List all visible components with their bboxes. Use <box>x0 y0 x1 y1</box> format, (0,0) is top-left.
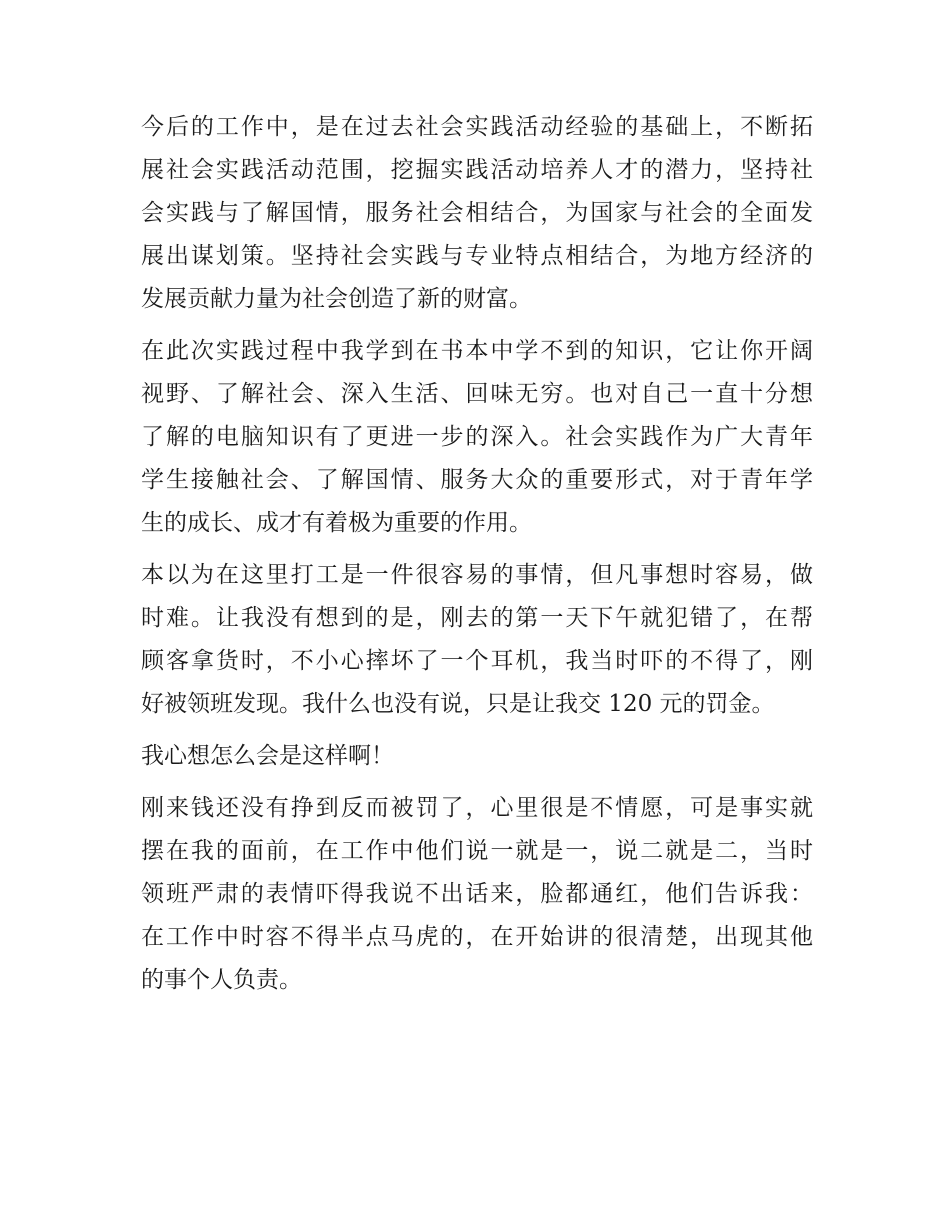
text-line: 今后的工作中，是在过去社会实践活动经验的基础上，不断拓 <box>141 114 813 140</box>
text-line: 学生接触社会、了解国情、服务大众的重要形式，对于青年学 <box>141 467 813 493</box>
text-line: 在工作中时容不得半点马虎的，在开始讲的很清楚，出现其他 <box>141 924 813 950</box>
text-line: 在此次实践过程中我学到在书本中学不到的知识，它让你开阔 <box>141 338 813 364</box>
text-line: 顾客拿货时，不小心摔坏了一个耳机，我当时吓的不得了，刚 <box>141 648 813 674</box>
text-line: 视野、了解社会、深入生活、回味无穷。也对自己一直十分想 <box>141 381 813 407</box>
paragraph-1 <box>141 106 813 321</box>
text-line: 展社会实践活动范围，挖掘实践活动培养人才的潜力，坚持社 <box>141 157 813 183</box>
paragraph-5 <box>141 787 813 1002</box>
text-line: 时难。让我没有想到的是，刚去的第一天下午就犯错了，在帮 <box>141 605 813 631</box>
text-line: 发展贡献力量为社会创造了新的财富。 <box>141 286 532 312</box>
text-line: 了解的电脑知识有了更进一步的深入。社会实践作为广大青年 <box>141 424 813 450</box>
text-line: 会实践与了解国情，服务社会相结合，为国家与社会的全面发 <box>141 200 813 226</box>
text-line: 领班严肃的表情吓得我说不出话来，脸都通红，他们告诉我： <box>141 881 813 907</box>
text-line: 刚来钱还没有挣到反而被罚了，心里很是不情愿，可是事实就 <box>141 795 813 821</box>
paragraph-4 <box>141 735 813 778</box>
document-body <box>141 106 813 1002</box>
text-line: 生的成长、成才有着极为重要的作用。 <box>141 510 532 536</box>
text-line: 摆在我的面前，在工作中他们说一就是一，说二就是二，当时 <box>141 838 813 864</box>
text-line: 展出谋划策。坚持社会实践与专业特点相结合，为地方经济的 <box>141 243 813 269</box>
paragraph-2 <box>141 330 813 545</box>
text-line: 好被领班发现。我什么也没有说，只是让我交 120 元的罚金。 <box>141 691 775 717</box>
paragraph-3 <box>141 554 813 726</box>
text-line: 我心想怎么会是这样啊！ <box>141 743 394 769</box>
text-line: 的事个人负责。 <box>141 967 302 993</box>
text-line: 本以为在这里打工是一件很容易的事情，但凡事想时容易，做 <box>141 562 813 588</box>
